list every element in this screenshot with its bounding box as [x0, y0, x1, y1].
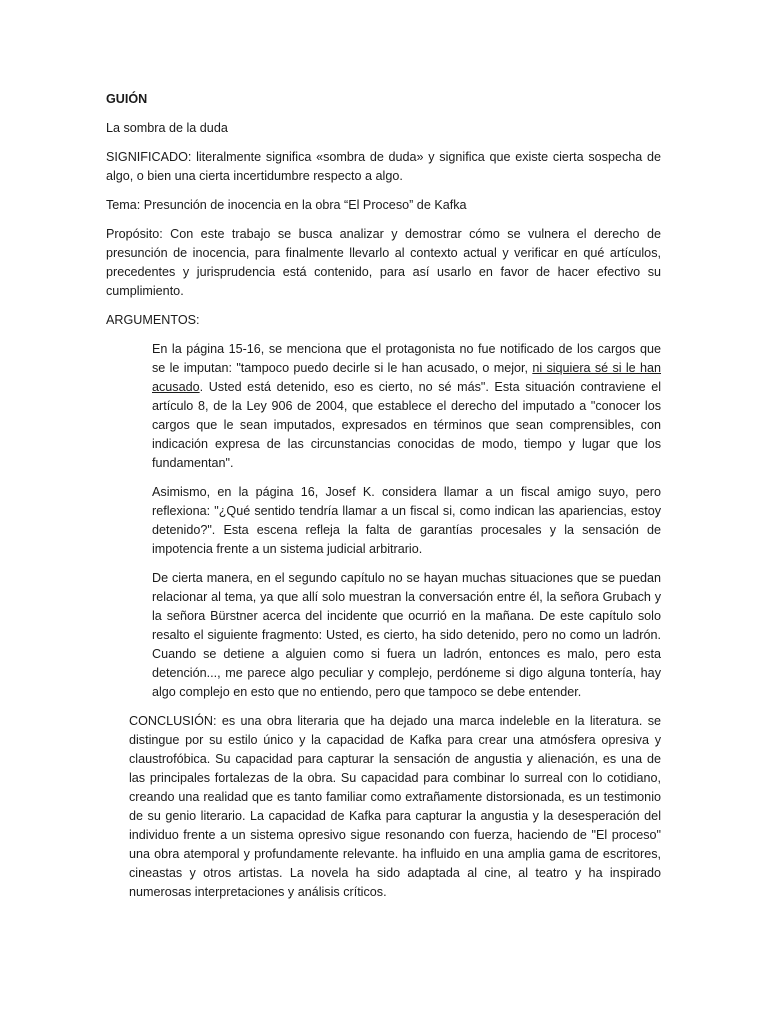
document-body: [106, 90, 661, 912]
tema-line: Tema: Presunción de inocencia en la obra “El Proceso” de Kafka: [106, 198, 467, 212]
argumentos-list: [152, 340, 661, 702]
argument-3: De cierta manera, en el segundo capítulo no se hayan muchas situaciones que se puedan relacionar al tema, ya que allí solo muestran la conversación entre él, la señora Grubach y la señora Bürstner acerca del incidente que ocurrió en la mañana. De este capítulo solo resalto el siguiente fragmento: Usted, es cierto, ha sido detenido, pero no como un ladrón. Cuando se detiene a alguien como si fuera un ladrón, entonces es malo, pero esta detención..., me parece algo peculiar y complejo, perdóneme si digo alguna tontería, hay algo complejo en esto que no entiendo, pero que tampoco se debe entender.: [152, 571, 661, 699]
argumentos-heading: ARGUMENTOS:: [106, 313, 200, 327]
conclusion-paragraph: CONCLUSIÓN: es una obra literaria que ha dejado una marca indeleble en la literatura. se distingue por su estilo único y la capacidad de Kafka para crear una atmósfera opresiva y claustrofóbica. Su capacidad para capturar la sensación de angustia y alienación, es una de las principales fortalezas de la obra. Su capacidad para combinar lo surreal con lo cotidiano, creando una realidad que es tanto familiar como extrañamente distorsionada, es un testimonio de su genio literario. La capacidad de Kafka para capturar la angustia y la desesperación del individuo frente a un sistema opresivo sigue resonando con fuerza, haciendo de "El proceso" una obra atemporal y profundamente relevante. ha influido en una amplia gama de escritores, cineastas y otros artistas. La novela ha sido adaptada al cine, al teatro y ha inspirado numerosas interpretaciones y análisis críticos.: [129, 714, 661, 899]
document-title: GUIÓN: [106, 92, 148, 106]
document-subtitle: La sombra de la duda: [106, 121, 228, 135]
argument-2: Asimismo, en la página 16, Josef K. considera llamar a un fiscal amigo suyo, pero reflexiona: "¿Qué sentido tendría llamar a un fiscal si, como indican las apariencias, estoy detenido?". Esta escena refleja la falta de garantías procesales y la sensación de impotencia frente a un sistema judicial arbitrario.: [152, 485, 661, 556]
proposito-paragraph: Propósito: Con este trabajo se busca analizar y demostrar cómo se vulnera el derecho de presunción de inocencia, para finalmente llevarlo al contexto actual y verificar en qué artículos, precedentes y jurisprudencia está contenido, para así usarlo en favor de hacer efectivo su cumplimiento.: [106, 227, 661, 298]
argument-1: [152, 340, 661, 473]
argument-1-underlined-quote: ni siquiera sé si le han acusado: [152, 361, 662, 394]
significado-paragraph: SIGNIFICADO: literalmente significa «sombra de duda» y significa que existe cierta sospecha de algo, o bien una cierta incertidumbre respecto a algo.: [106, 150, 661, 183]
argument-1-text-a: En la página 15-16, se menciona que el protagonista no fue notificado de los cargos que se le imputan: "tampoco puedo decirle si le han acusado, o mejor,: [152, 342, 661, 375]
argument-1-text-b: . Usted está detenido, eso es cierto, no sé más". Esta situación contraviene el artículo 8, de la Ley 906 de 2004, que establece el derecho del imputado a "conocer los cargos que le sean imputados, expresados en términos que sean comprensibles, con indicación expresa de las circunstancias conocidas de modo, tiempo y lugar que los fundamentan".: [152, 380, 661, 470]
